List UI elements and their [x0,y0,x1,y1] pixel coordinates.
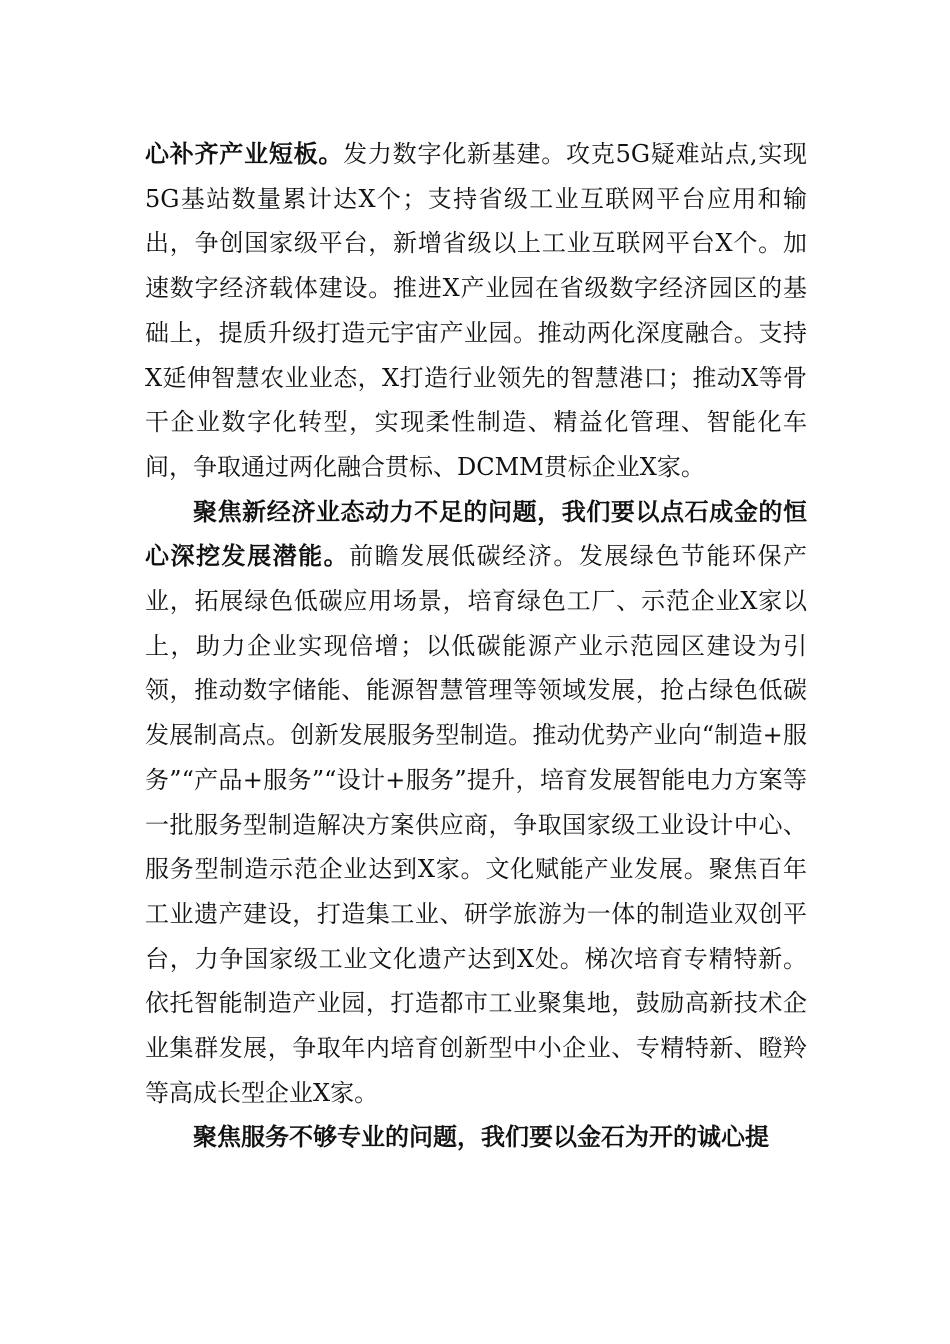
paragraph-1-bold-lead: 心补齐产业短板。 [145,139,344,168]
paragraph-2-bold-lead: 聚焦新经济业态动力不足的问题，我们要以点石成金的恒心深挖发展潜能。 [145,496,807,571]
paragraph-2 [145,490,807,1116]
paragraph-3-bold-lead: 聚焦服务不够专业的问题，我们要以金石为开的诚心提 [193,1122,769,1152]
paragraph-2-text: 前瞻发展低碳经济。发展绿色节能环保产业，拓展绿色低碳应用场景，培育绿色工厂、示范企业X家以上，助力企业实现倍增；以低碳能源产业示范园区建设为引领，推动数字储能、能源智慧管理等领域发展，抢占绿色低碳发展制高点。创新发展服务型制造。推动优势产业向“制造+服务”“产品+服务”“设计+服务”提升，培育发展智能电力方案等一批服务型制造解决方案供应商，争取国家级工业设计中心、服务型制造示范企业达到X家。文化赋能产业发展。聚焦百年工业遗产建设，打造集工业、研学旅游为一体的制造业双创平台，力争国家级工业文化遗产达到X处。梯次培育专精特新。依托智能制造产业园，打造都市工业聚集地，鼓励高新技术企业集群发展，争取年内培育创新型中小企业、专精特新、瞪羚等高成长型企业X家。 [145,542,808,1107]
paragraph-1-text: 发力数字化新基建。攻克5G疑难站点,实现5G基站数量累计达X个；支持省级工业互联网平台应用和输出，争创国家级平台，新增省级以上工业互联网平台X个。加速数字经济载体建设。推进X产业园在省级数字经济园区的基础上，提质升级打造元宇宙产业园。推动两化深度融合。支持X延伸智慧农业业态，X打造行业领先的智慧港口；推动X等骨干企业数字化转型，实现柔性制造、精益化管理、智能化车间，争取通过两化融合贯标、DCMM贯标企业X家。 [145,140,808,481]
document-body [145,132,807,1160]
paragraph-3 [145,1115,807,1160]
paragraph-1 [145,132,807,490]
